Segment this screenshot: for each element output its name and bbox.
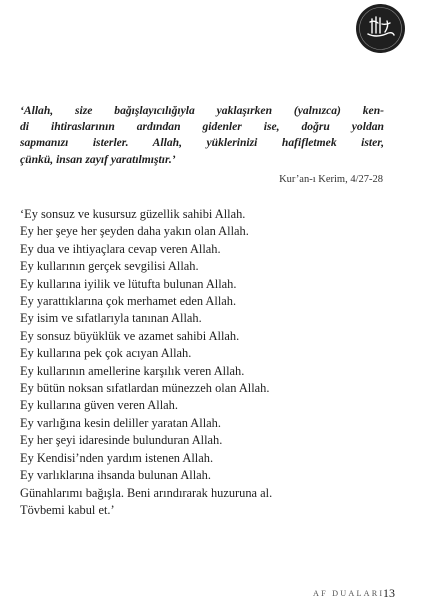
quote-line: di ihtiraslarının ardından gidenler ise, doğru yoldan — [20, 120, 384, 134]
prayer-line: Ey dua ve ihtiyaçlara cevap veren Allah. — [20, 241, 221, 256]
allah-calligraphy-icon — [356, 4, 405, 53]
prayer-line: Ey varlıklarına ihsanda bulunan Allah. — [20, 468, 211, 483]
quran-quote — [20, 103, 384, 168]
prayer-line: Ey kullarına iyilik ve lütufta bulunan Allah. — [20, 276, 237, 291]
prayer-line: Ey her şeye her şeyden daha yakın olan Allah. — [20, 224, 249, 239]
quote-line: sapmanızı isterler. Allah, yüklerinizi hafifletmek ister, — [20, 136, 384, 150]
prayer-line: Ey kullarının amellerine karşılık veren Allah. — [20, 363, 245, 378]
prayer-line: Ey yarattıklarına çok merhamet eden Allah. — [20, 294, 237, 309]
prayer-line: Ey kullarına pek çok acıyan Allah. — [20, 346, 192, 361]
prayer-line: Ey isim ve sıfatlarıyla tanınan Allah. — [20, 311, 202, 326]
quote-source: Kur’an-ı Kerim, 4/27-28 — [279, 174, 383, 185]
prayer-line: Ey sonsuz büyüklük ve azamet sahibi Allah. — [20, 328, 240, 343]
running-footer-title: AF DUALARI — [313, 589, 385, 598]
page-number: 13 — [383, 586, 395, 600]
prayer-line: Tövbemi kabul et.’ — [20, 502, 115, 517]
prayer-line: Günahlarımı bağışla. Beni arındırarak huzuruna al. — [20, 485, 273, 500]
prayer-text — [20, 206, 390, 519]
prayer-line: Ey bütün noksan sıfatlardan münezzeh olan Allah. — [20, 381, 270, 396]
prayer-line: Ey her şeyi idaresinde bulunduran Allah. — [20, 433, 223, 448]
prayer-line: Ey kullarına güven veren Allah. — [20, 398, 178, 413]
prayer-line: Ey varlığına kesin deliller yaratan Allah. — [20, 415, 221, 430]
prayer-line: ‘Ey sonsuz ve kusursuz güzellik sahibi Allah. — [20, 207, 246, 221]
quote-line: çünkü, insan zayıf yaratılmıştır.’ — [20, 152, 176, 166]
prayer-line: Ey Kendisi’nden yardım istenen Allah. — [20, 450, 214, 465]
quote-line: ‘Allah, size bağışlayıcılığıyla yaklaşırken (yalnızca) ken- — [20, 104, 384, 117]
prayer-line: Ey kullarının gerçek sevgilisi Allah. — [20, 259, 199, 274]
